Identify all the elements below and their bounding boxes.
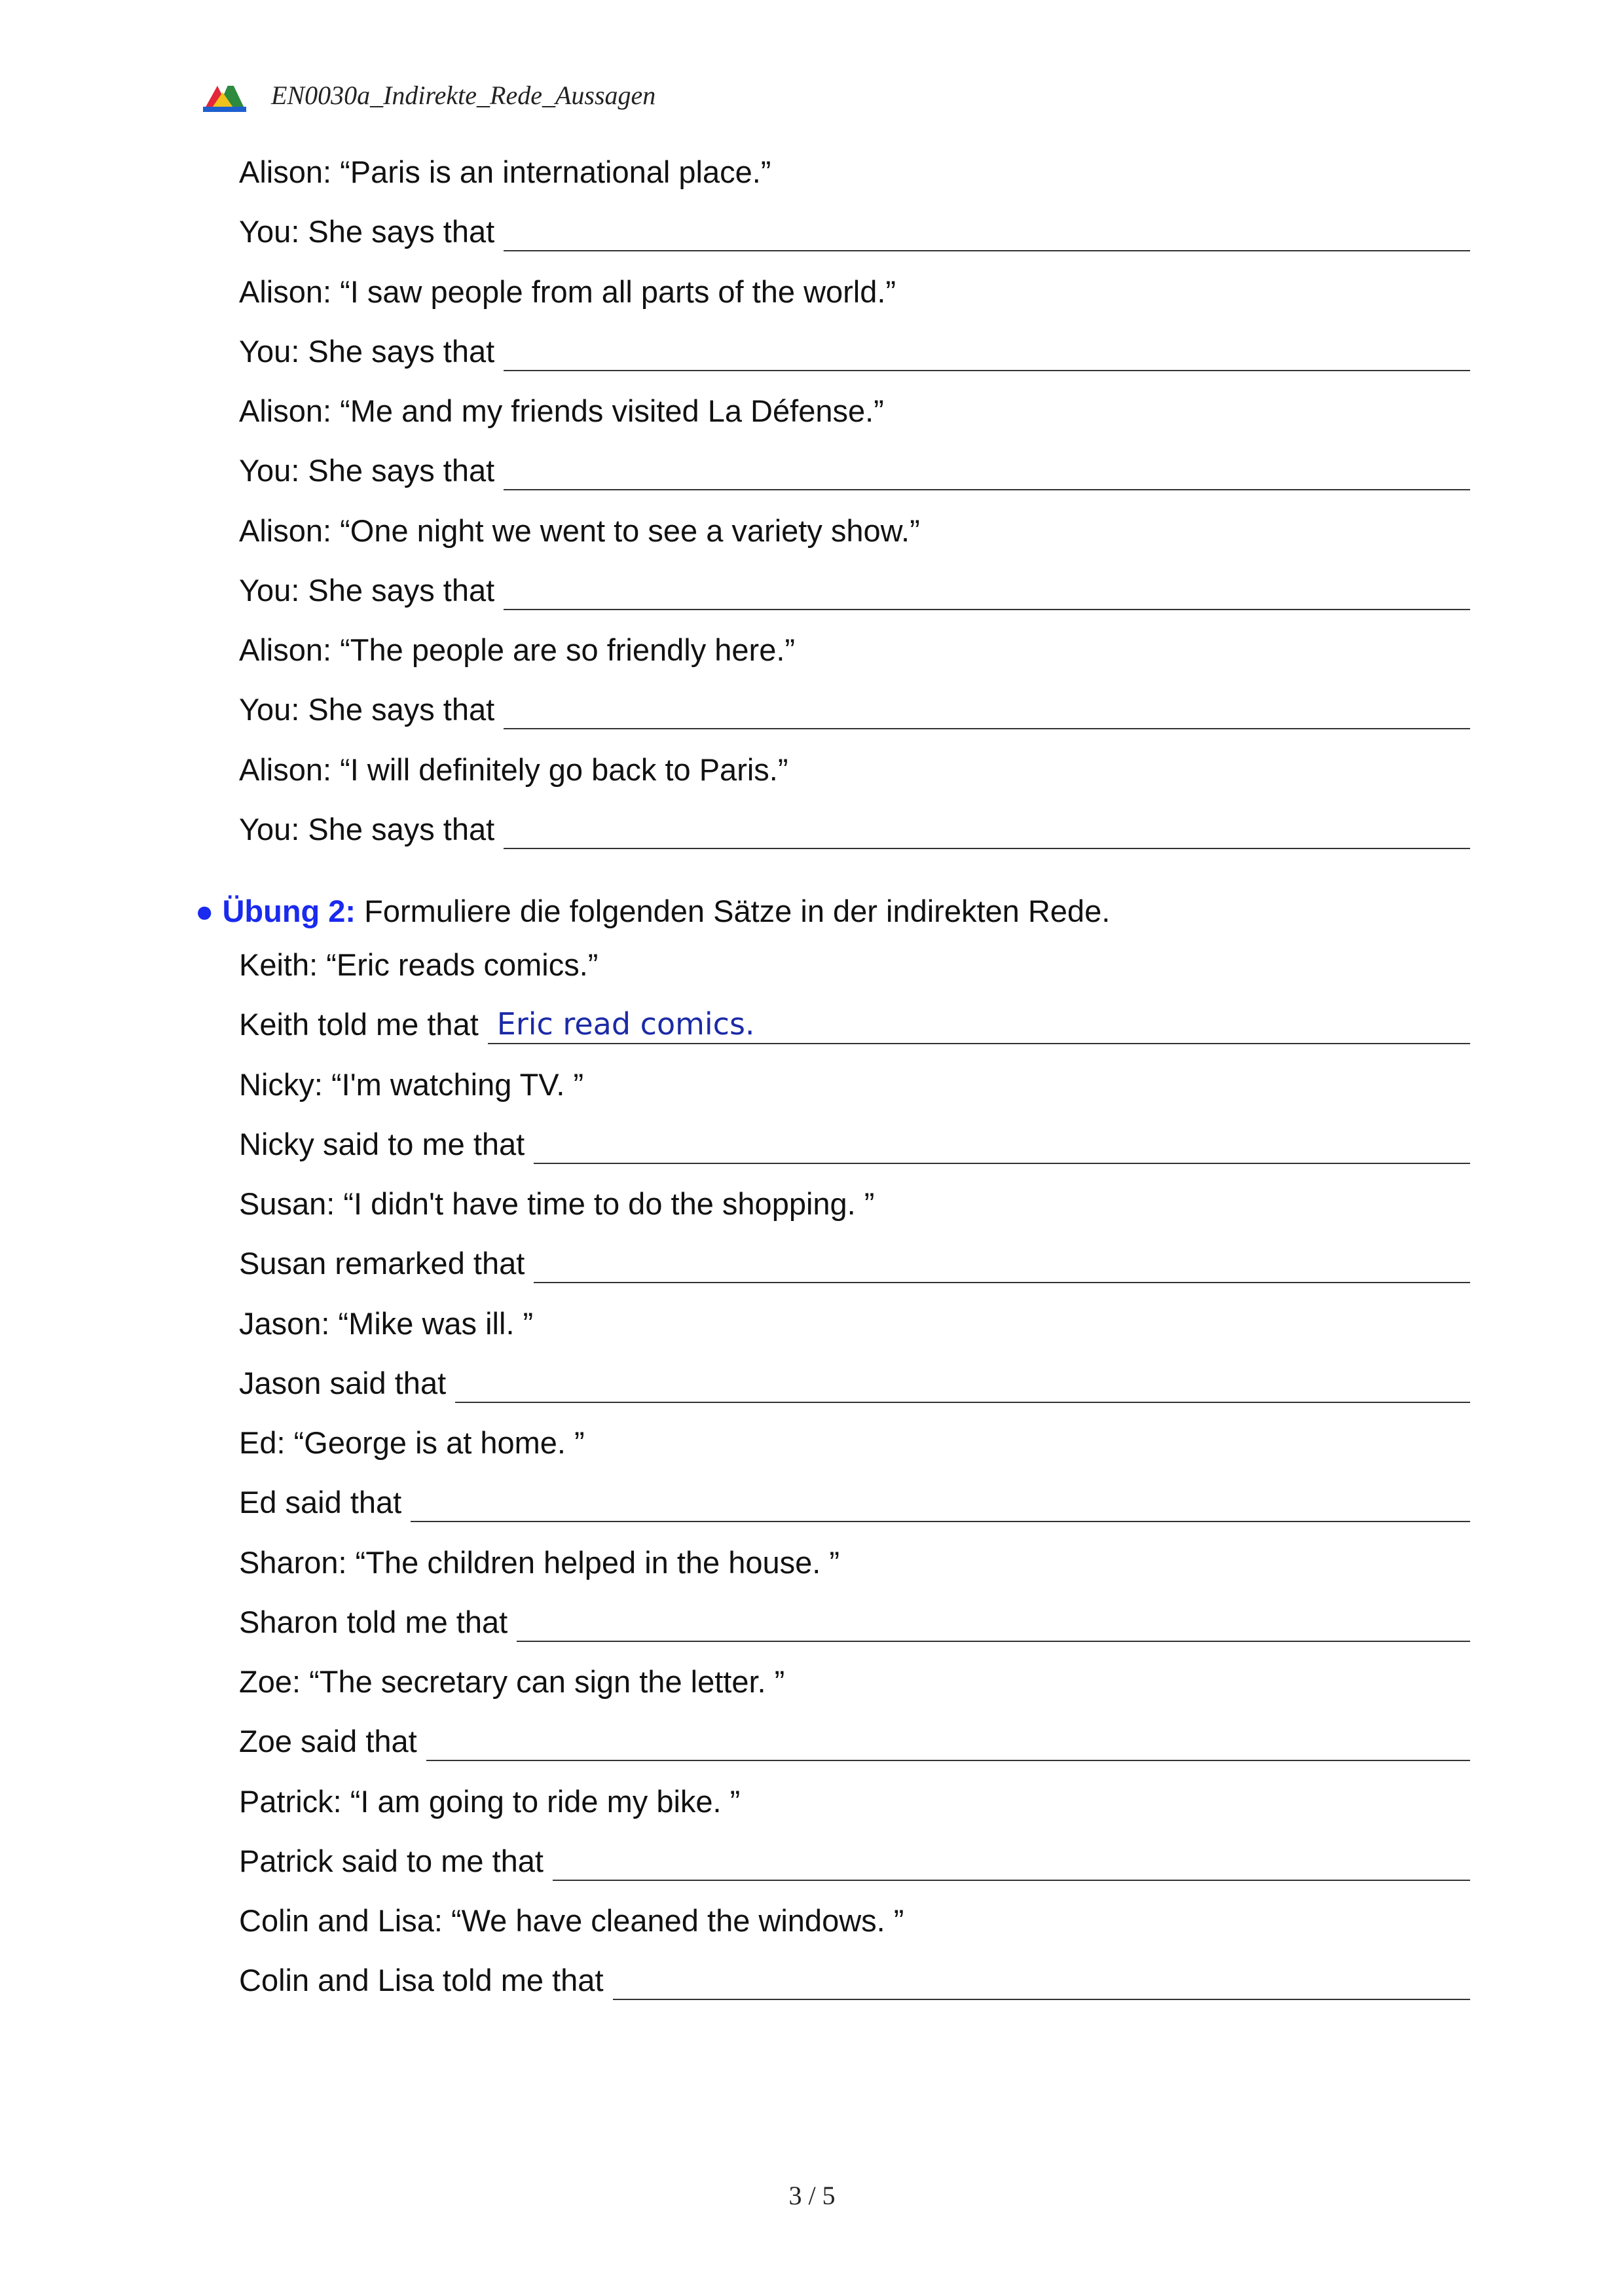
- answer-row: [239, 690, 1470, 729]
- question-quote: Alison: “I saw people from all parts of the world.”: [239, 274, 896, 309]
- answer-field[interactable]: [504, 451, 1470, 490]
- answer-label: You: She says that: [239, 692, 495, 727]
- answer-field[interactable]: [455, 1364, 1470, 1403]
- mountain-logo-icon: [203, 77, 246, 113]
- answer-label: You: She says that: [239, 811, 495, 847]
- page-header: [203, 72, 655, 118]
- answer-row: [239, 810, 1470, 849]
- page-number: 3 / 5: [788, 2181, 836, 2210]
- question-quote: Keith: “Eric reads comics.”: [239, 947, 599, 982]
- answer-row: [239, 1483, 1470, 1522]
- answer-label: You: She says that: [239, 453, 495, 488]
- answer-label: You: She says that: [239, 333, 495, 369]
- bullet-icon: ●: [195, 894, 214, 928]
- question-quote: Ed: “George is at home. ”: [239, 1425, 585, 1460]
- answer-field[interactable]: [411, 1483, 1470, 1522]
- answer-row: [239, 571, 1470, 610]
- answer-label: Nicky said to me that: [239, 1126, 525, 1161]
- answer-label: Sharon told me that: [239, 1604, 508, 1639]
- answer-field[interactable]: [504, 571, 1470, 610]
- answer-row: [239, 1842, 1470, 1881]
- answer-field[interactable]: [517, 1603, 1470, 1642]
- answer-row: [239, 1603, 1470, 1642]
- answer-field[interactable]: [553, 1842, 1470, 1881]
- exercise-instruction: Formuliere die folgenden Sätze in der indirekten Rede.: [364, 894, 1111, 928]
- answer-row: [239, 1722, 1470, 1761]
- answer-row: [239, 1961, 1470, 2000]
- question-quote: Patrick: “I am going to ride my bike. ”: [239, 1783, 741, 1819]
- answer-row: [239, 1244, 1470, 1283]
- answer-text: Eric read comics.: [496, 1006, 755, 1042]
- document-title: EN0030a_Indirekte_Rede_Aussagen: [271, 80, 656, 110]
- answer-label: Colin and Lisa told me that: [239, 1963, 604, 1997]
- question-quote: Nicky: “I'm watching TV. ”: [239, 1066, 584, 1102]
- question-quote: Alison: “Paris is an international place.”: [239, 155, 771, 189]
- answer-label: Keith told me that: [239, 1007, 479, 1042]
- question-quote: Colin and Lisa: “We have cleaned the windows. ”: [239, 1903, 904, 1938]
- answer-field[interactable]: [504, 332, 1470, 371]
- answer-row: [239, 1364, 1470, 1403]
- answer-row: [239, 212, 1470, 251]
- answer-field[interactable]: [534, 1125, 1470, 1164]
- answer-row: [239, 332, 1470, 371]
- question-quote: Sharon: “The children helped in the house. ”: [239, 1544, 840, 1580]
- answer-label: Patrick said to me that: [239, 1843, 544, 1878]
- answer-field[interactable]: [504, 810, 1470, 849]
- answer-label: Ed said that: [239, 1485, 402, 1520]
- answer-label: Jason said that: [239, 1365, 447, 1400]
- answer-row: [239, 1125, 1470, 1164]
- question-quote: Zoe: “The secretary can sign the letter. ”: [239, 1664, 785, 1699]
- question-quote: Alison: “The people are so friendly here.”: [239, 632, 796, 667]
- answer-field[interactable]: [504, 212, 1470, 251]
- answer-label: Susan remarked that: [239, 1246, 525, 1281]
- answer-row: [239, 1005, 1470, 1044]
- answer-field[interactable]: [488, 1005, 1470, 1044]
- answer-field[interactable]: [613, 1961, 1471, 2000]
- exercise-title: Übung 2:: [222, 894, 356, 928]
- question-quote: Jason: “Mike was ill. ”: [239, 1305, 534, 1341]
- exercise-2-heading: [195, 892, 1110, 931]
- answer-label: Zoe said that: [239, 1724, 417, 1758]
- question-quote: Alison: “Me and my friends visited La Défense.”: [239, 393, 884, 428]
- answer-field[interactable]: [426, 1722, 1470, 1761]
- answer-row: [239, 451, 1470, 490]
- question-quote: Alison: “I will definitely go back to Paris.”: [239, 752, 788, 787]
- question-quote: Susan: “I didn't have time to do the shopping. ”: [239, 1186, 875, 1221]
- answer-label: You: She says that: [239, 572, 495, 608]
- answer-field[interactable]: [534, 1244, 1470, 1283]
- question-quote: Alison: “One night we went to see a variety show.”: [239, 513, 920, 548]
- answer-label: You: She says that: [239, 214, 495, 249]
- answer-field[interactable]: [504, 690, 1470, 729]
